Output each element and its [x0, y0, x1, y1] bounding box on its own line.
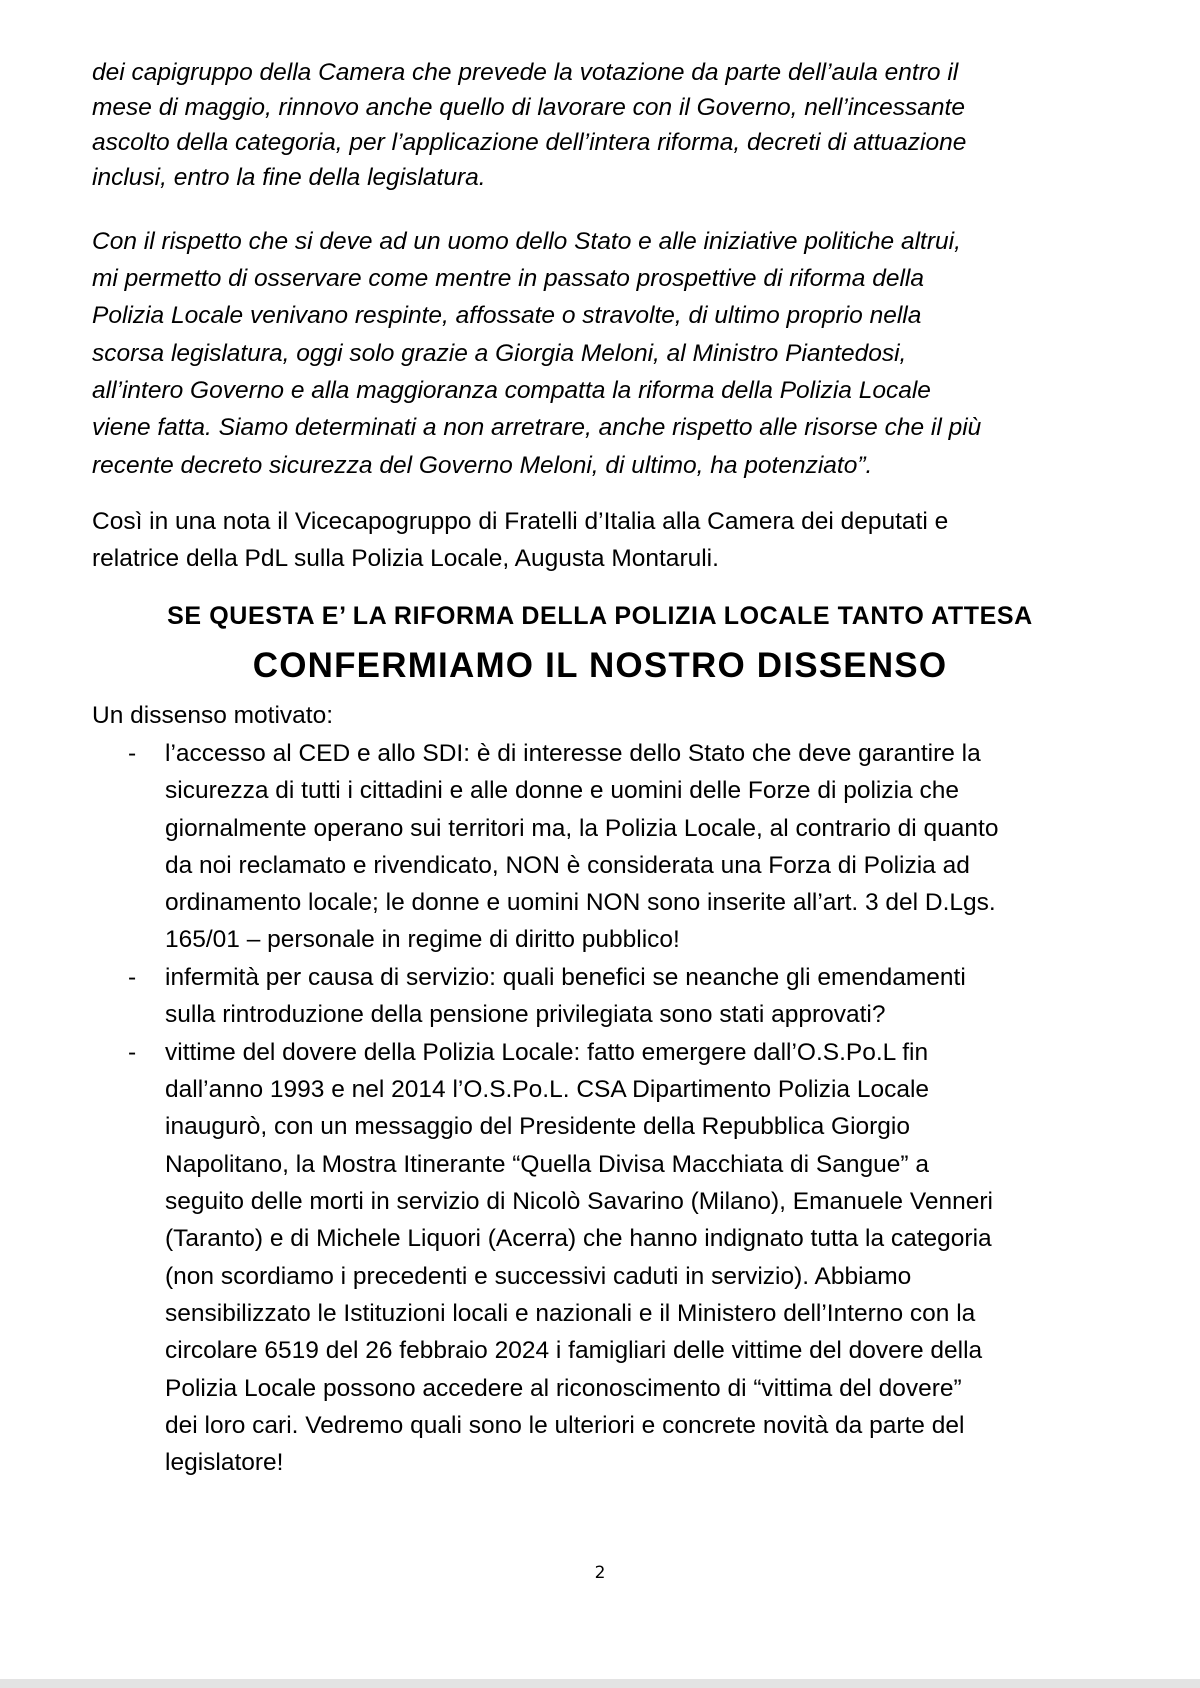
text-line: seguito delle morti in servizio di Nicolò Savarino (Milano), Emanuele Venneri [165, 1188, 993, 1215]
text-line: sulla rintroduzione della pensione privilegiata sono stati approvati? [165, 1001, 886, 1028]
text-line: Polizia Locale venivano respinte, affossate o stravolte, di ultimo proprio nella [92, 302, 922, 329]
text-line: (non scordiamo i precedenti e successivi caduti in servizio). Abbiamo [165, 1263, 912, 1290]
text-line: relatrice della PdL sulla Polizia Locale, Augusta Montaruli. [92, 545, 719, 572]
page-number: 2 [594, 1563, 606, 1583]
list-intro: Un dissenso motivato: [92, 702, 334, 729]
text-line: recente decreto sicurezza del Governo Meloni, di ultimo, ha potenziato”. [92, 452, 873, 479]
bullet-dash: - [128, 740, 137, 767]
text-line: ascolto della categoria, per l’applicazione dell’intera riforma, decreti di attuazione [92, 129, 967, 156]
text-line: mi permetto di osservare come mentre in passato prospettive di riforma della [92, 265, 924, 292]
text-line: infermità per causa di servizio: quali benefici se neanche gli emendamenti [165, 964, 966, 991]
text-line: giornalmente operano sui territori ma, la Polizia Locale, al contrario di quanto [165, 815, 999, 842]
bullet-dash: - [128, 1039, 137, 1066]
text-line: ordinamento locale; le donne e uomini NON sono inserite all’art. 3 del D.Lgs. [165, 889, 996, 916]
text-line: Polizia Locale possono accedere al riconoscimento di “vittima del dovere” [165, 1375, 962, 1402]
viewer-bottom-edge [0, 1679, 1200, 1688]
section-heading: CONFERMIAMO IL NOSTRO DISSENSO [252, 646, 948, 685]
text-line: all’intero Governo e alla maggioranza compatta la riforma della Polizia Locale [92, 377, 931, 404]
text-line: dei loro cari. Vedremo quali sono le ulteriori e concrete novità da parte del [165, 1412, 965, 1439]
text-line: 165/01 – personale in regime di diritto pubblico! [165, 926, 680, 953]
text-line: inclusi, entro la fine della legislatura. [92, 164, 486, 191]
text-line: Così in una nota il Vicecapogruppo di Fratelli d’Italia alla Camera dei deputati e [92, 508, 949, 535]
text-line: (Taranto) e di Michele Liquori (Acerra) che hanno indignato tutta la categoria [165, 1225, 992, 1252]
text-line: sensibilizzato le Istituzioni locali e nazionali e il Ministero dell’Interno con la [165, 1300, 976, 1327]
text-line: scorsa legislatura, oggi solo grazie a Giorgia Meloni, al Ministro Piantedosi, [92, 340, 907, 367]
text-line: Con il rispetto che si deve ad un uomo dello Stato e alle iniziative politiche altrui, [92, 228, 961, 255]
text-line: vittime del dovere della Polizia Locale: fatto emergere dall’O.S.Po.L fin [165, 1039, 929, 1066]
bullet-dash: - [128, 964, 137, 991]
text-line: l’accesso al CED e allo SDI: è di interesse dello Stato che deve garantire la [165, 740, 981, 767]
text-line: da noi reclamato e rivendicato, NON è considerata una Forza di Polizia ad [165, 852, 970, 879]
section-subheading: SE QUESTA E’ LA RIFORMA DELLA POLIZIA LOCALE TANTO ATTESA [167, 602, 1033, 630]
text-line: mese di maggio, rinnovo anche quello di lavorare con il Governo, nell’incessante [92, 94, 965, 121]
text-line: dei capigruppo della Camera che prevede la votazione da parte dell’aula entro il [92, 59, 959, 86]
text-line: inaugurò, con un messaggio del Presidente della Repubblica Giorgio [165, 1113, 911, 1140]
text-line: Napolitano, la Mostra Itinerante “Quella Divisa Macchiata di Sangue” a [165, 1151, 929, 1178]
text-line: dall’anno 1993 e nel 2014 l’O.S.Po.L. CSA Dipartimento Polizia Locale [165, 1076, 930, 1103]
text-line: viene fatta. Siamo determinati a non arretrare, anche rispetto alle risorse che il più [92, 414, 982, 441]
text-line: legislatore! [165, 1449, 284, 1476]
text-line: circolare 6519 del 26 febbraio 2024 i famigliari delle vittime del dovere della [165, 1337, 983, 1364]
text-line: sicurezza di tutti i cittadini e alle donne e uomini delle Forze di polizia che [165, 777, 959, 804]
